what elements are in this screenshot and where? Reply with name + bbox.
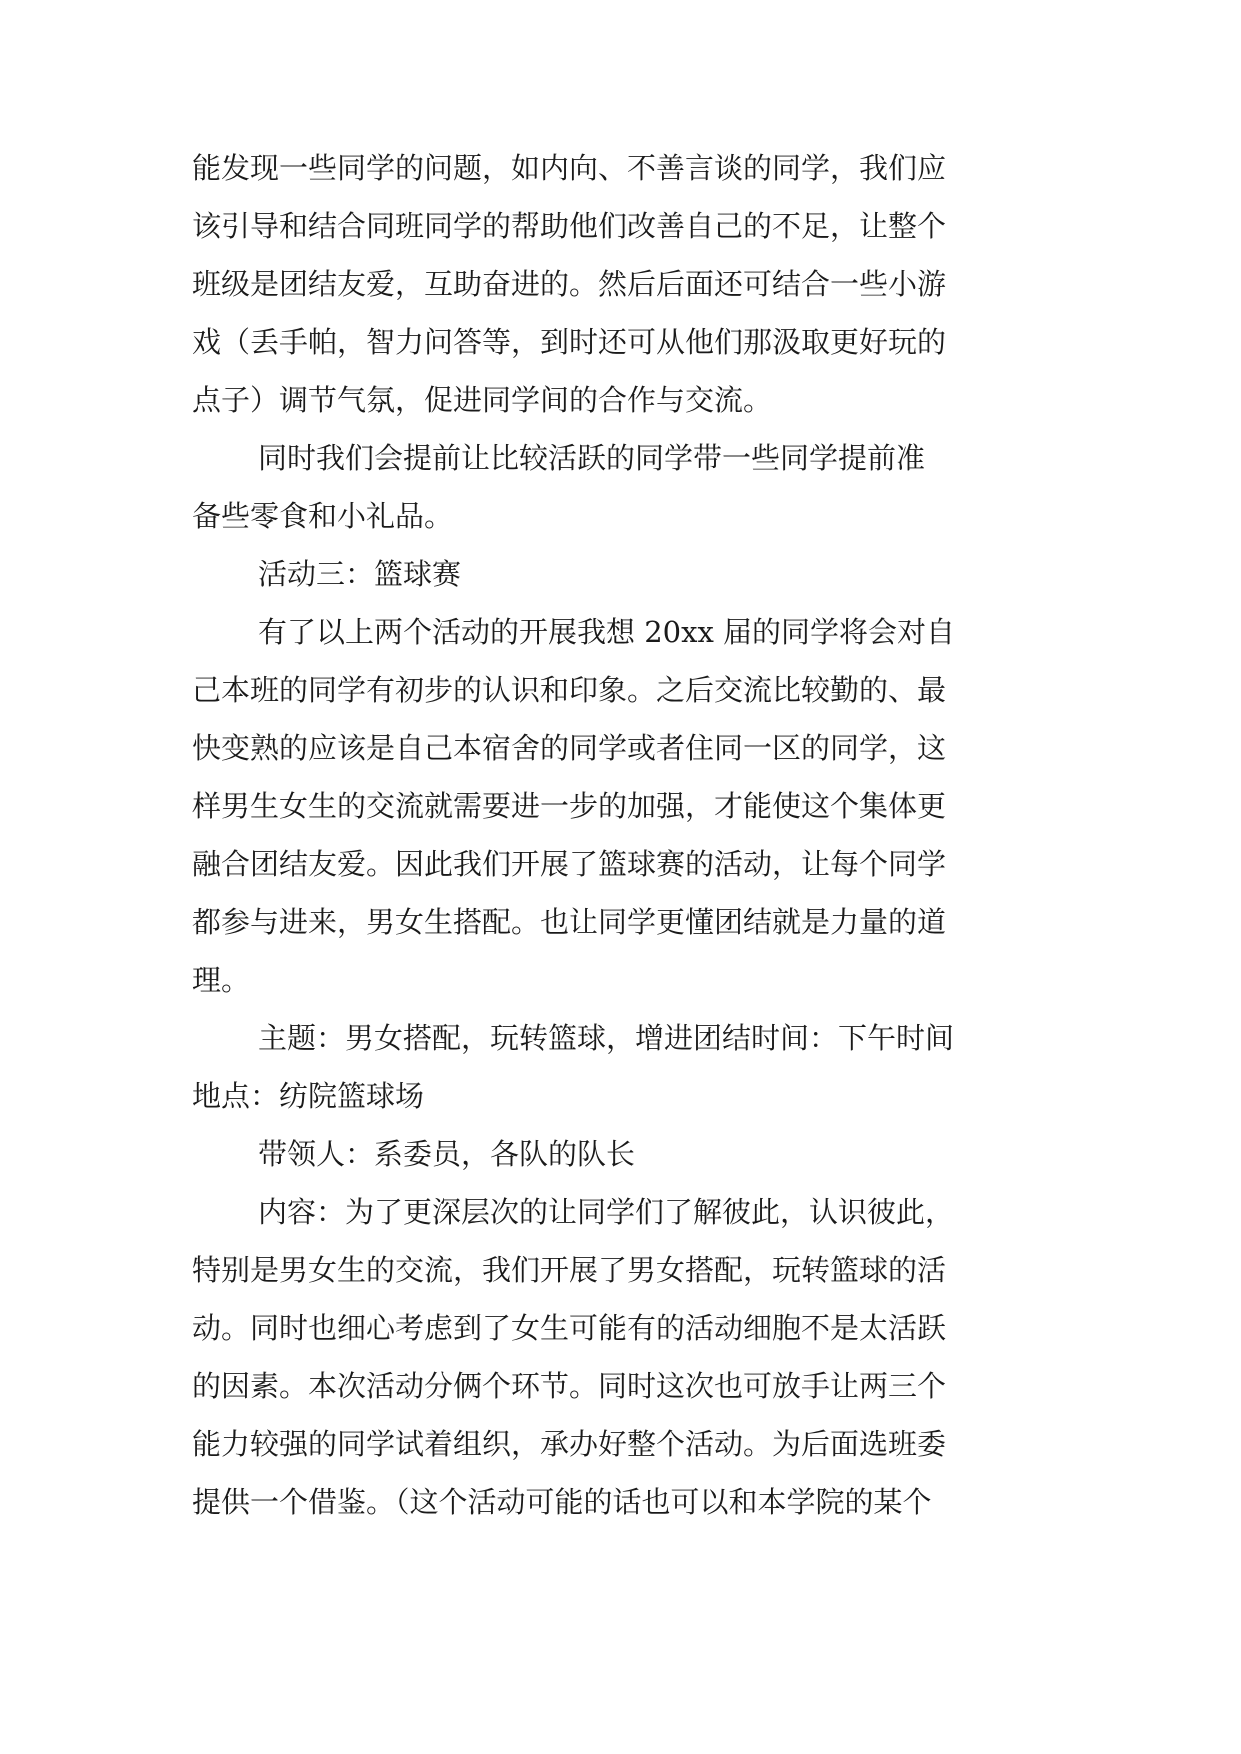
paragraph-line: 己本班的同学有初步的认识和印象。之后交流比较勤的、最 (192, 673, 947, 707)
section-heading: 活动三：篮球赛 (258, 557, 462, 591)
paragraph-line: 班级是团结友爱，互助奋进的。然后后面还可结合一些小游 (192, 267, 947, 301)
paragraph-line: 能发现一些同学的问题，如内向、不善言谈的同学，我们应 (192, 151, 947, 185)
paragraph-line: 带领人：系委员，各队的队长 (258, 1137, 636, 1171)
paragraph-line: 该引导和结合同班同学的帮助他们改善自己的不足，让整个 (192, 209, 947, 243)
paragraph-line: 都参与进来，男女生搭配。也让同学更懂团结就是力量的道 (192, 905, 947, 939)
paragraph-line: 能力较强的同学试着组织，承办好整个活动。为后面选班委 (192, 1427, 947, 1461)
paragraph-line: 有了以上两个活动的开展我想 20xx 届的同学将会对自 (258, 615, 956, 649)
paragraph-line: 主题：男女搭配，玩转篮球，增进团结时间：下午时间 (258, 1021, 955, 1055)
paragraph-line: 样男生女生的交流就需要进一步的加强，才能使这个集体更 (192, 789, 947, 823)
paragraph-line: 同时我们会提前让比较活跃的同学带一些同学提前准 (258, 441, 926, 475)
paragraph-line: 戏（丢手帕，智力问答等，到时还可从他们那汲取更好玩的 (192, 325, 947, 359)
paragraph-line: 的因素。本次活动分俩个环节。同时这次也可放手让两三个 (192, 1369, 947, 1403)
paragraph-line: 融合团结友爱。因此我们开展了篮球赛的活动，让每个同学 (192, 847, 947, 881)
paragraph-line: 理。 (192, 963, 251, 997)
paragraph-line: 动。同时也细心考虑到了女生可能有的活动细胞不是太活跃 (192, 1311, 947, 1345)
paragraph-line: 快变熟的应该是自己本宿舍的同学或者住同一区的同学，这 (192, 731, 947, 765)
paragraph-line: 特别是男女生的交流，我们开展了男女搭配，玩转篮球的活 (192, 1253, 947, 1287)
paragraph-line: 提供一个借鉴。（这个活动可能的话也可以和本学院的某个 (192, 1485, 932, 1519)
paragraph-line: 点子）调节气氛，促进同学间的合作与交流。 (192, 383, 773, 417)
paragraph-line: 内容：为了更深层次的让同学们了解彼此，认识彼此， (258, 1195, 955, 1229)
paragraph-line: 地点：纺院篮球场 (192, 1079, 425, 1113)
paragraph-line: 备些零食和小礼品。 (192, 499, 454, 533)
